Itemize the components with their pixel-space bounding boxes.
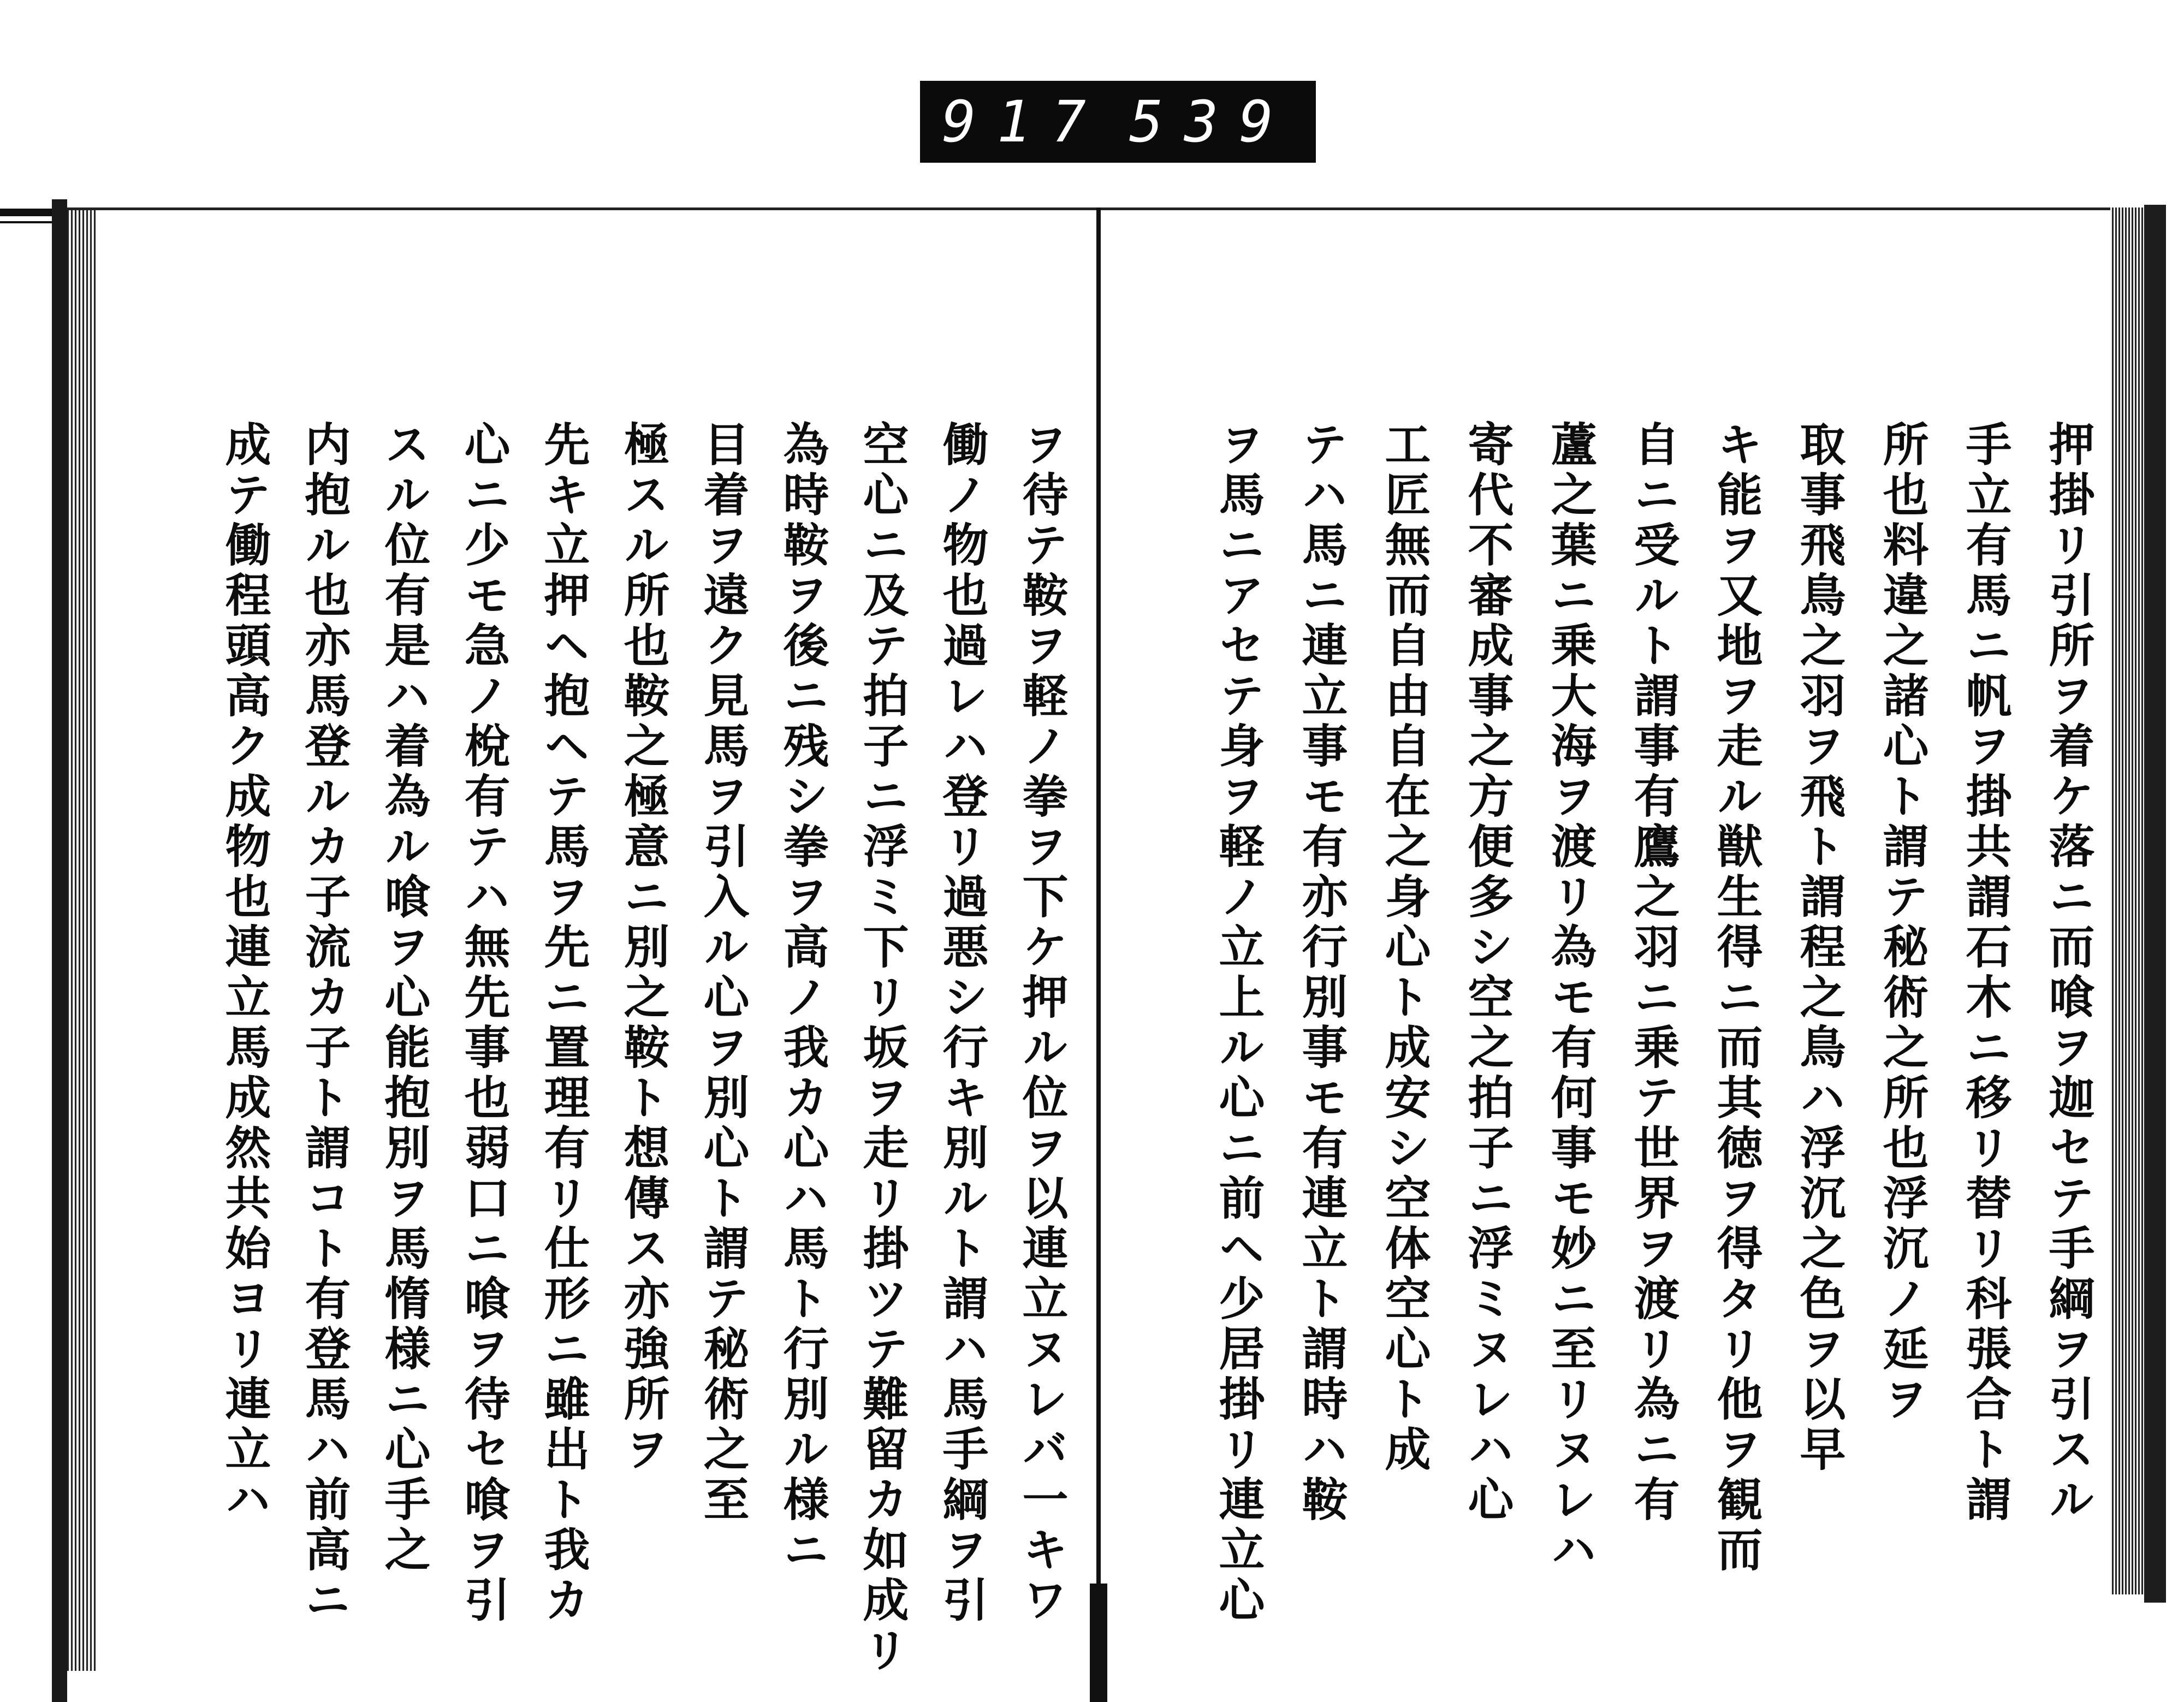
page-edges-right [2110,207,2144,1594]
text-column: スル位有是ハ着為ル喰ヲ心能抱別ヲ馬惰様ニ心手之 [377,420,431,1576]
text-column: 目着ヲ遠ク見馬ヲ引入ル心ヲ別心ト謂テ秘術之至 [696,420,750,1526]
text-column: 自ニ受ルト謂事有鷹之羽ニ乗テ世界ヲ渡リ為ニ有 [1627,420,1681,1526]
text-column: 蘆之葉ニ乗大海ヲ渡リ為モ有何事モ妙ニ至リヌレハ [1544,420,1598,1576]
text-column: 押掛リ引所ヲ着ケ落ニ而喰ヲ迦セテ手綱ヲ引スル [2041,420,2096,1526]
text-column: 内抱ル也亦馬登ルカ子流カ子ト謂コト有登馬ハ前高ニ [298,420,352,1626]
book-cover-right [2144,205,2166,1603]
book-gutter [1096,207,1101,1702]
catalogue-number-label [920,81,1316,163]
left-page-text [93,420,1069,1676]
text-column: 働ノ物也過レハ登リ過悪シ行キ別ルト謂ハ馬手綱ヲ引 [935,420,989,1626]
text-column: 成テ働程頭高ク成物也連立馬成然共始ヨリ連立ハ [218,420,272,1526]
text-column: テハ馬ニ連立事モ有亦行別事モ有連立ト謂時ハ鞍 [1295,420,1349,1526]
text-column: 取事飛鳥之羽ヲ飛ト謂程之鳥ハ浮沉之色ヲ以早 [1793,420,1847,1475]
text-column: 極スル所也鞍之極意ニ別之鞍ト想傳ス亦強所ヲ [616,420,670,1475]
catalogue-number-right: 539 [1129,88,1294,155]
book-gutter-foot [1090,1584,1107,1702]
text-column: 先キ立押ヘ抱ヘテ馬ヲ先ニ置理有リ仕形ニ雖出ト我カ [537,420,591,1626]
text-column: ヲ馬ニアセテ身ヲ軽ノ立上ル心ニ前ヘ少居掛リ連立心 [1212,420,1266,1626]
text-column: 寄代不審成事之方便多シ空之拍子ニ浮ミヌレハ心 [1461,420,1515,1526]
scan-top-rule-thin [0,221,52,223]
page-top-edge [67,207,2142,210]
text-column: 所也料違之諸心ト謂テ秘術之所也浮沉ノ延ヲ [1876,420,1930,1425]
scan-top-rule [0,209,52,216]
text-column: 手立有馬ニ帆ヲ掛共謂石木ニ移リ替リ科張合ト謂 [1959,420,2013,1526]
text-column: キ能ヲ又地ヲ走ル獣生得ニ而其徳ヲ得タリ他ヲ観而 [1710,420,1764,1576]
right-page-text [1163,420,2096,1626]
text-column: 心ニ少モ急ノ梲有テハ無先事也弱口ニ喰ヲ待セ喰ヲ引 [457,420,511,1626]
text-column: 工匠無而自由自在之身心ト成安シ空体空心ト成 [1378,420,1432,1475]
catalogue-number-left: 917 [942,88,1107,155]
text-column: 空心ニ及テ拍子ニ浮ミ下リ坂ヲ走リ掛ツテ難留カ如成リ [856,420,910,1676]
text-column: 為時鞍ヲ後ニ残シ拳ヲ高ノ我カ心ハ馬ト行別ル様ニ [776,420,830,1576]
book-cover-left [52,199,67,1702]
text-column: ヲ待テ鞍ヲ軽ノ拳ヲ下ケ押ル位ヲ以連立ヌレバ一キワ [1015,420,1069,1626]
